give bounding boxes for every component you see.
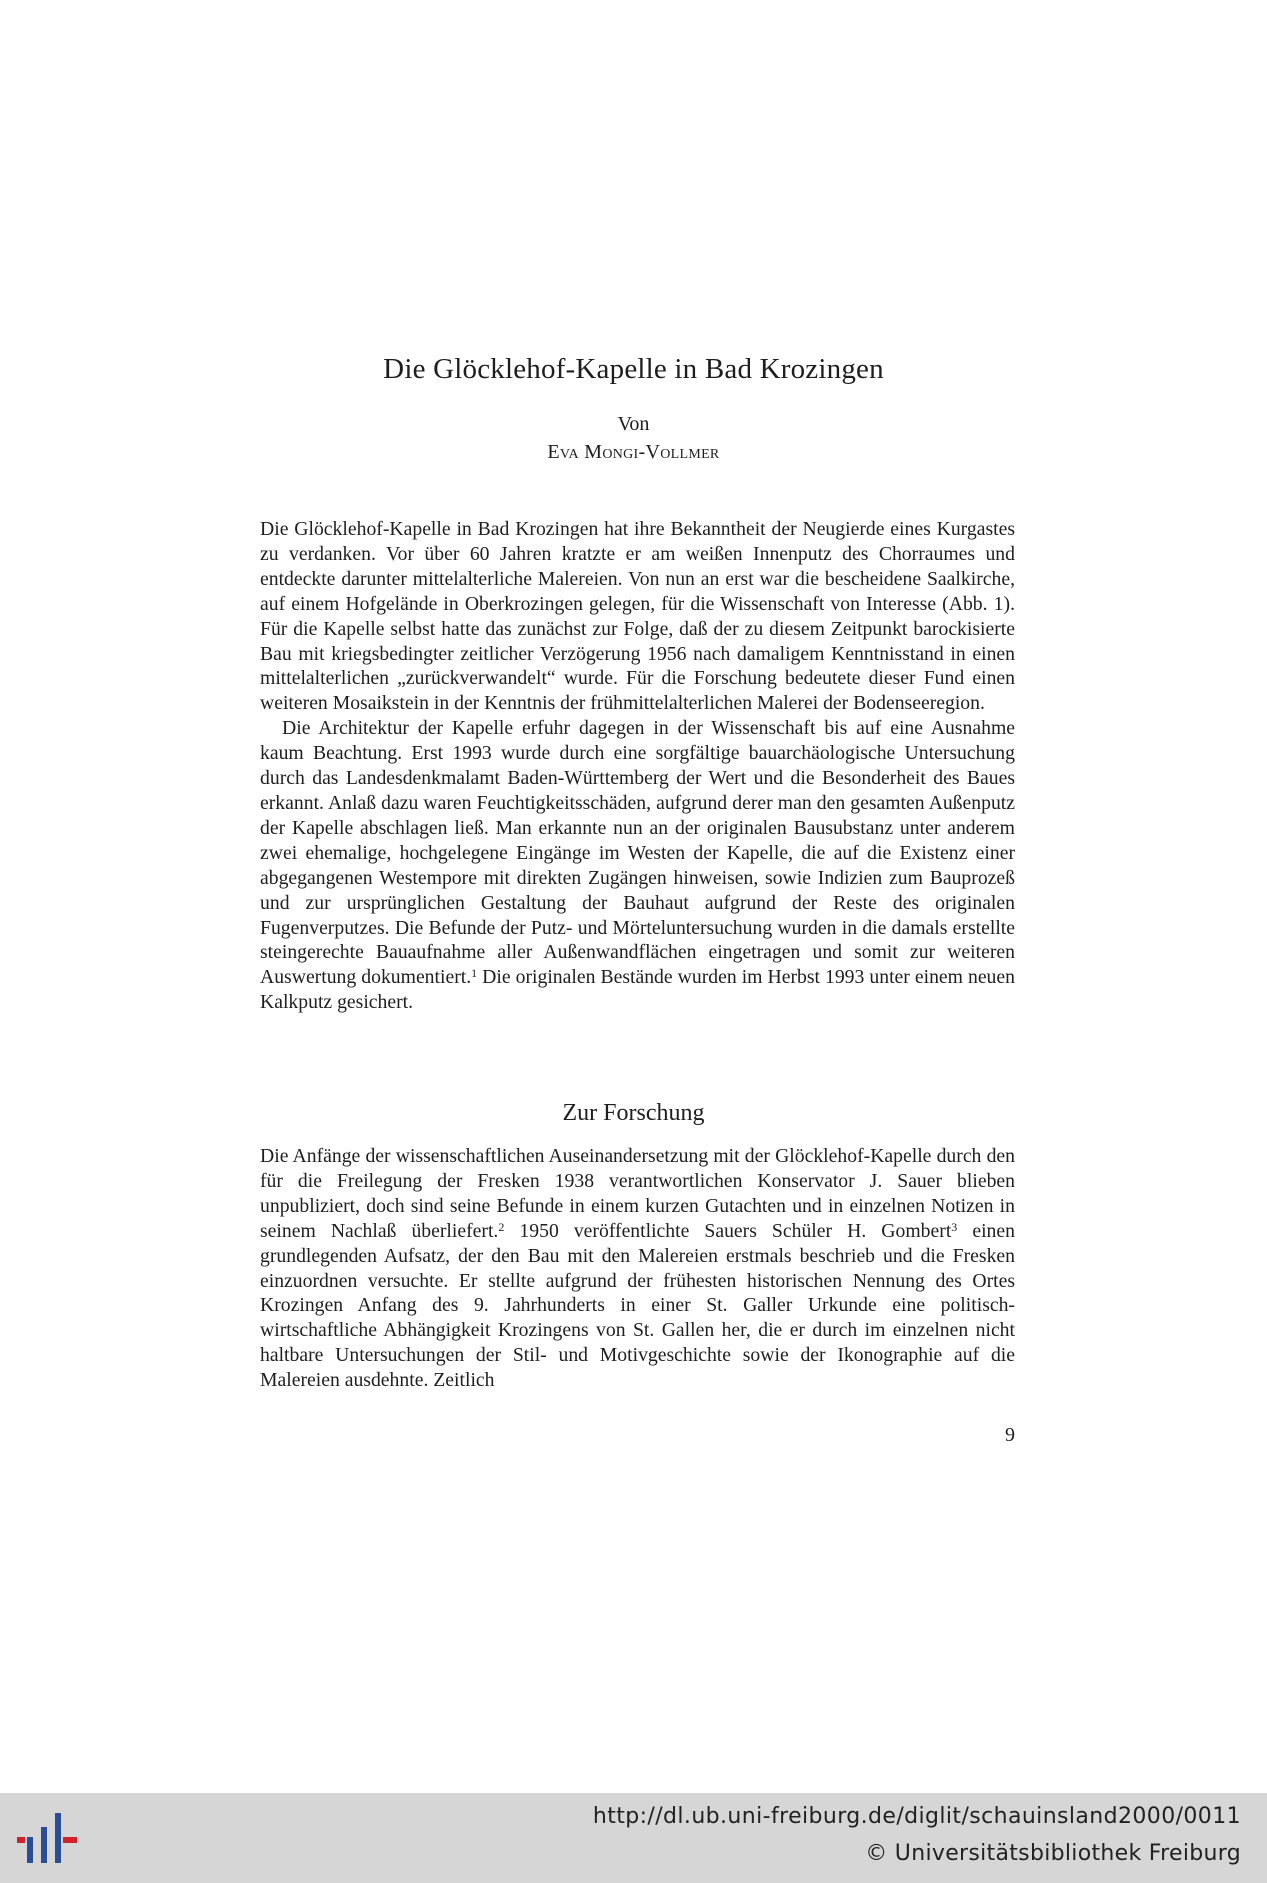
article-title: Die Glöcklehof-Kapelle in Bad Krozingen xyxy=(383,353,884,385)
author-name: Eva Mongi-Vollmer xyxy=(547,441,720,463)
section-text xyxy=(260,1144,1015,1393)
paragraph-3-text-c: einen grundlegenden Aufsatz, der den Bau mit den Malereien erstmals beschrieb und die Fresken einzuordnen versuchte. Er stellte aufgrund der frühesten historischen Nennung des Ortes Krozingen Anfang des 9. Jahrhunderts in einer St. Galler Urkunde eine politisch-wirtschaftliche Abhängigkeit Krozingens von St. Gallen her, die er durch im einzelnen nicht haltbare Untersuchungen der Stil- und Motivgeschichte sowie der Ikonographie auf die Malereien ausdehnte. Zeitlich xyxy=(260,1219,1015,1392)
paragraph-2 xyxy=(260,716,1015,1015)
paragraph-3-text-b: 1950 veröffentlichte Sauers Schüler H. Gombert xyxy=(504,1219,952,1242)
paragraph-3-text-a: Die Anfänge der wissenschaftlichen Auseinandersetzung mit der Glöcklehof-Kapelle durch den für die Freilegung der Fresken 1938 verantwortlichen Konservator J. Sauer blieben unpubliziert, doch sind seine Befunde in einem kurzen Gutachten und in einzelnen Notizen in seinem Nachlaß überliefert. xyxy=(260,1145,1015,1242)
section-heading: Zur Forschung xyxy=(562,1100,705,1126)
paragraph-3 xyxy=(260,1144,1015,1393)
permalink-url[interactable]: http://dl.ub.uni-freiburg.de/diglit/schauinsland2000/0011 xyxy=(592,1804,1241,1829)
library-footer xyxy=(0,1793,1267,1883)
footnote-ref-2: 2 xyxy=(498,1219,505,1234)
paragraph-2-text-a: Die Architektur der Kapelle erfuhr dagegen in der Wissenschaft bis auf eine Ausnahme kaum Beachtung. Erst 1993 wurde durch eine sorgfältige bauarchäologische Untersuchung durch das Landesdenkmalamt Baden-Württemberg der Wert und die Besonderheit des Baues erkannt. Anlaß dazu waren Feuchtigkeitsschäden, aufgrund derer man den gesamten Außenputz der Kapelle abschlagen ließ. Man erkannte nun an der originalen Bausubstanz unter anderem zwei ehemalige, hochgelegene Eingänge im Westen der Kapelle, die auf die Existenz einer abgegangenen Westempore mit direkten Zugängen hinweisen, sowie Indizien zum Bauprozeß und zur ursprünglichen Gestaltung der Bauhaut aufgrund der Reste des originalen Fugenverputzes. Die Befunde der Putz- und Mörteluntersuchung wurden in die damals erstellte steingerechte Bauaufnahme aller Außenwandflächen eingetragen und somit zur weiteren Auswertung dokumentiert. xyxy=(260,717,1015,989)
byline-von: Von xyxy=(617,413,650,435)
copyright-notice: © Universitätsbibliothek Freiburg xyxy=(865,1841,1241,1866)
paragraph-2-text-b: Die originalen Bestände wurden im Herbst 1993 unter einem neuen Kalkputz gesichert. xyxy=(260,966,1015,1014)
intro-text xyxy=(260,517,1015,1015)
page-number: 9 xyxy=(1005,1424,1015,1446)
footnote-ref-1: 1 xyxy=(471,966,478,981)
ub-freiburg-logo-icon xyxy=(17,1807,81,1871)
paragraph-1: Die Glöcklehof-Kapelle in Bad Krozingen hat ihre Bekanntheit der Neugierde eines Kurgastes zu verdanken. Vor über 60 Jahren kratzte er am weißen Innenputz des Chorraumes und entdeckte darunter mittelalterliche Malereien. Von nun an erst war die bescheidene Saalkirche, auf einem Hofgelände in Oberkrozingen gelegen, für die Wissenschaft von Interesse (Abb. 1). Für die Kapelle selbst hatte das zunächst zur Folge, daß der zu diesem Zeitpunkt barockisierte Bau mit kriegsbedingter zeitlicher Verzögerung 1956 nach damaligem Kenntnisstand in einen mittelalterlichen „zurückverwandelt“ wurde. Für die Forschung bedeutete dieser Fund einen weiteren Mosaikstein in der Kenntnis der frühmittelalterlichen Malerei der Bodenseeregion. xyxy=(260,518,1015,715)
footnote-ref-3: 3 xyxy=(951,1219,958,1234)
